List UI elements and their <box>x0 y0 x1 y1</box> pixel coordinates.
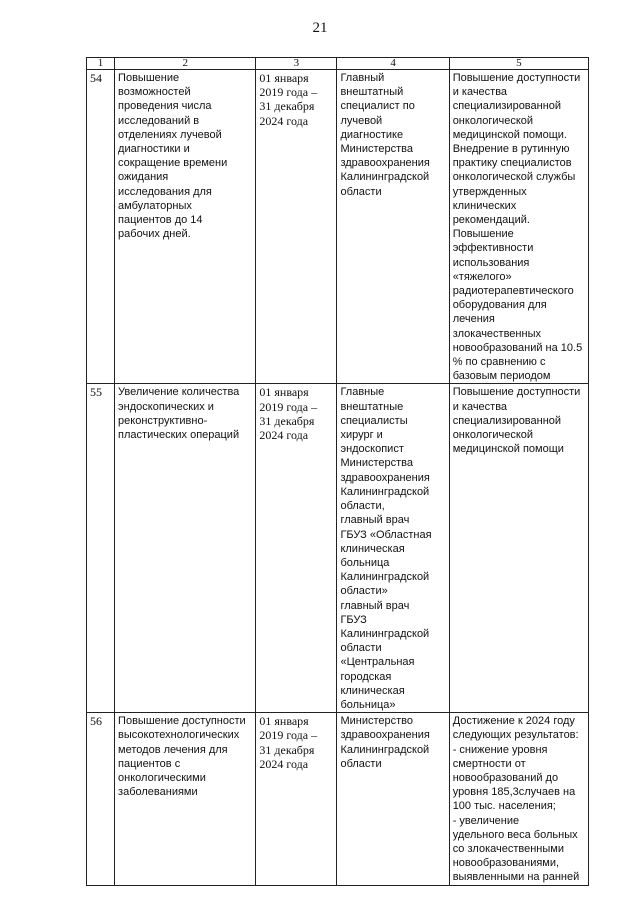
row-number: 54 <box>87 70 115 384</box>
header-col-4: 4 <box>337 58 449 70</box>
table-header-row <box>87 58 589 70</box>
table-row <box>87 384 589 713</box>
measure-dates: 01 января 2019 года – 31 декабря 2024 года <box>256 70 337 384</box>
measure-dates: 01 января 2019 года – 31 декабря 2024 года <box>256 384 337 713</box>
measures-table <box>86 57 589 886</box>
page-number: 21 <box>312 20 328 36</box>
measure-responsible: Министерство здравоохранения Калининградской области <box>337 713 449 885</box>
header-col-3: 3 <box>256 58 337 70</box>
measure-result: Повышение доступности и качества специализированной онкологической медицинской помощи. Внедрение в рутинную практику специалистов онкологической службы утвержденных клинических рекомендаций. Повышение эффективности использования «тяжелого» радиотерапевтического оборудования для лечения злокачественных новообразований на 10.5 % по сравнению с базовым периодом <box>449 70 588 384</box>
measure-dates: 01 января 2019 года – 31 декабря 2024 года <box>256 713 337 885</box>
measure-description: Повышение возможностей проведения числа исследований в отделениях лучевой диагностики и сокращение времени ожидания исследования для амбулаторных пациентов до 14 рабочих дней. <box>115 70 256 384</box>
row-number: 56 <box>87 713 115 885</box>
row-number: 55 <box>87 384 115 713</box>
header-col-5: 5 <box>449 58 588 70</box>
measure-result: Достижение к 2024 году следующих результатов: - снижение уровня смертности от новообразований до уровня 185,3случаев на 100 тыс. населения; - увеличение удельного веса больных со злокачественными новообразованиями, выявленными на ранней <box>449 713 588 885</box>
measure-responsible: Главные внештатные специалисты хирург и эндоскопист Министерства здравоохранения Калининградской области, главный врач ГБУЗ «Областная клиническая больница Калининградской области» главный врач ГБУЗ Калининградской области «Центральная городская клиническая больница» <box>337 384 449 713</box>
table-row <box>87 713 589 885</box>
header-col-2: 2 <box>115 58 256 70</box>
measure-description: Увеличение количества эндоскопических и реконструктивно- пластических операций <box>115 384 256 713</box>
measure-result: Повышение доступности и качества специализированной онкологической медицинской помощи <box>449 384 588 713</box>
measure-description: Повышение доступности высокотехнологических методов лечения для пациентов с онкологическими заболеваниями <box>115 713 256 885</box>
measure-responsible: Главный внештатный специалист по лучевой диагностике Министерства здравоохранения Калининградской области <box>337 70 449 384</box>
table-row <box>87 70 589 384</box>
header-col-1: 1 <box>87 58 115 70</box>
